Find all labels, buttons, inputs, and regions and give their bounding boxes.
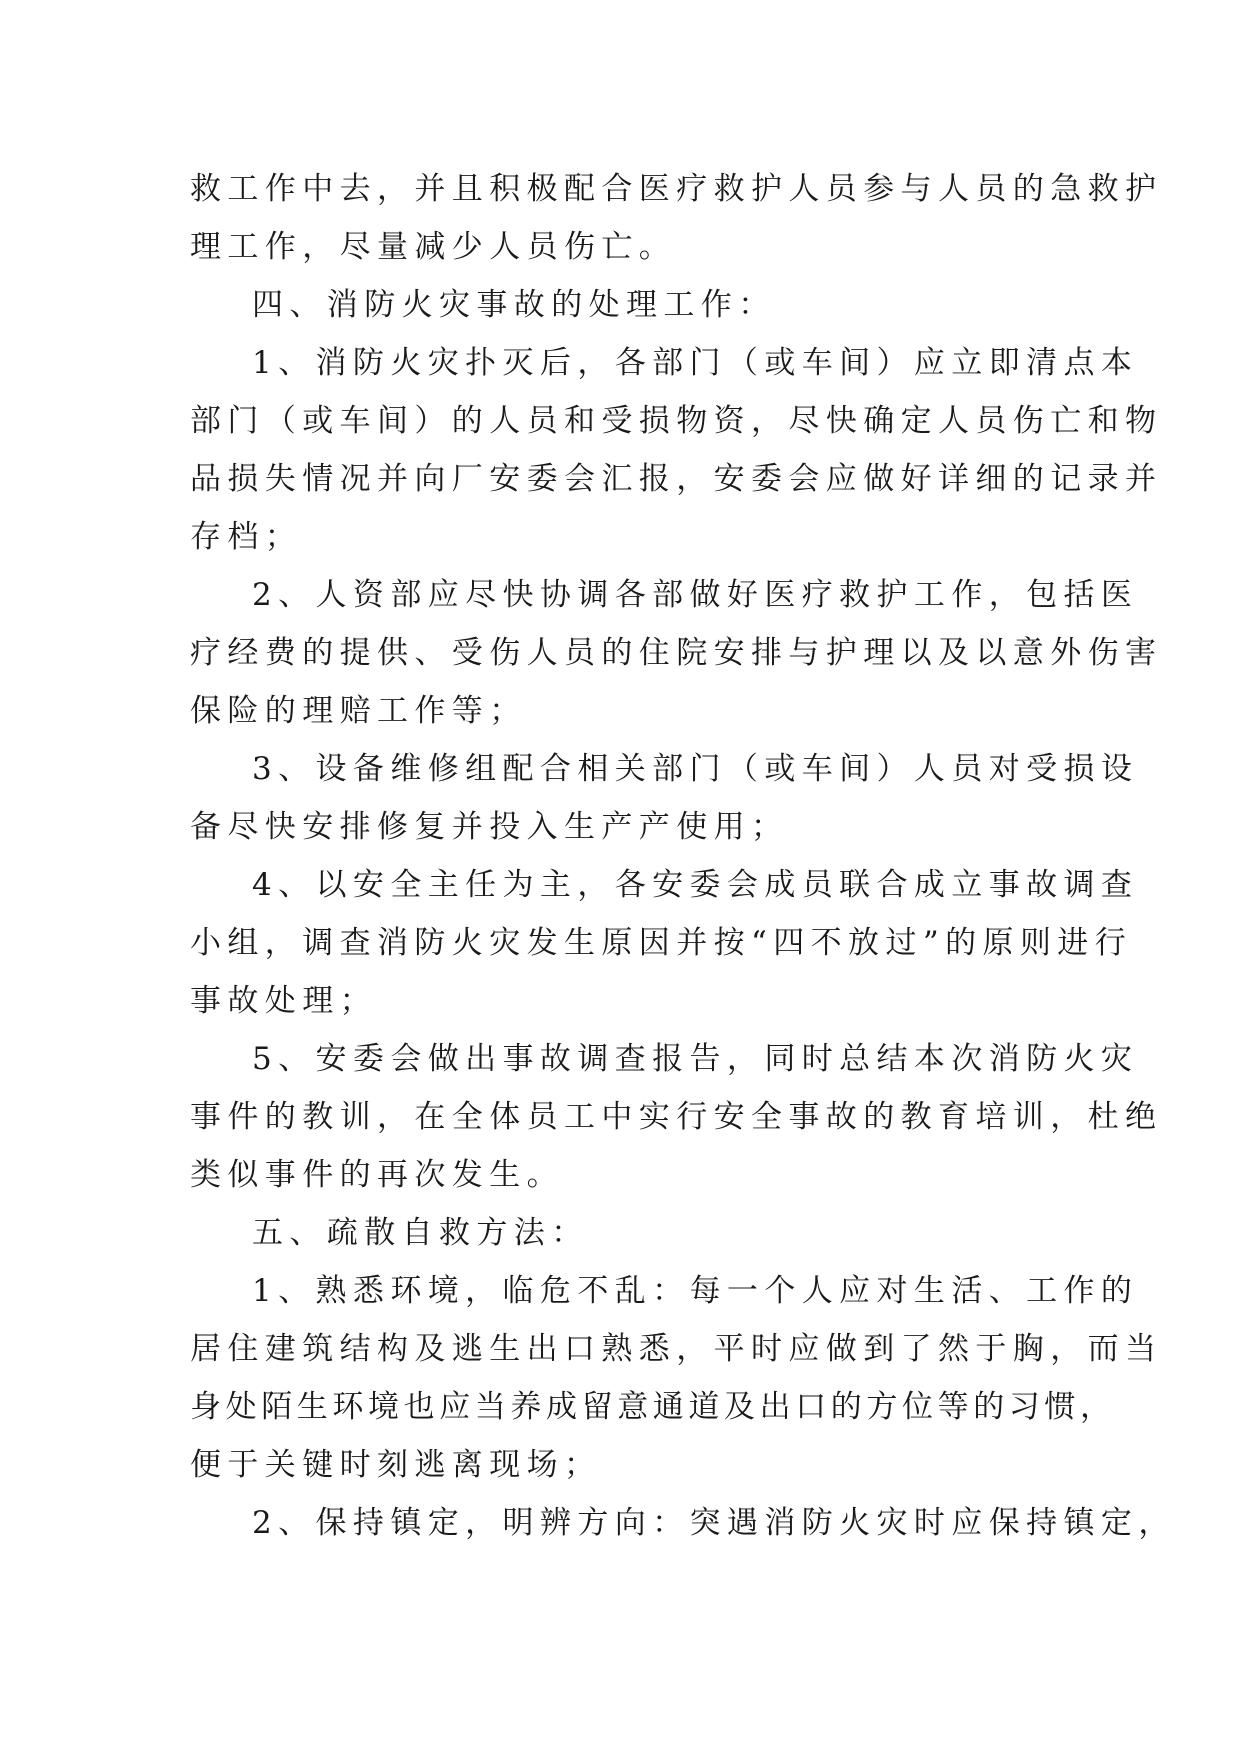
body-line: 类似事件的再次发生。 bbox=[190, 1157, 564, 1193]
section-heading: 五、疏散自救方法： bbox=[252, 1215, 589, 1251]
body-line: 3、设备维修组配合相关部门（或车间）人员对受损设 bbox=[252, 751, 1139, 787]
body-line: 2、人资部应尽快协调各部做好医疗救护工作，包括医 bbox=[252, 577, 1139, 613]
body-line: 1、消防火灾扑灭后，各部门（或车间）应立即清点本 bbox=[252, 345, 1139, 381]
body-line: 2、保持镇定，明辨方向：突遇消防火灾时应保持镇定， bbox=[252, 1505, 1176, 1541]
body-line: 1、熟悉环境，临危不乱：每一个人应对生活、工作的 bbox=[252, 1273, 1139, 1309]
body-line: 4、以安全主任为主，各安委会成员联合成立事故调查 bbox=[252, 867, 1139, 903]
body-line: 居住建筑结构及逃生出口熟悉，平时应做到了然于胸，而当 bbox=[190, 1331, 1163, 1367]
body-line: 品损失情况并向厂安委会汇报，安委会应做好详细的记录并 bbox=[190, 461, 1163, 497]
body-line: 备尽快安排修复并投入生产产使用； bbox=[190, 809, 789, 845]
body-line: 事件的教训，在全体员工中实行安全事故的教育培训，杜绝 bbox=[190, 1099, 1163, 1135]
body-line: 存档； bbox=[190, 519, 303, 555]
body-line: 5、安委会做出事故调查报告，同时总结本次消防火灾 bbox=[252, 1041, 1139, 1077]
body-line: 理工作，尽量减少人员伤亡。 bbox=[190, 229, 677, 265]
body-line: 部门（或车间）的人员和受损物资，尽快确定人员伤亡和物 bbox=[190, 403, 1163, 439]
body-line: 小组，调查消防火灾发生原因并按“四不放过”的原则进行 bbox=[190, 925, 1133, 961]
body-line: 事故处理； bbox=[190, 983, 377, 1019]
body-line: 救工作中去，并且积极配合医疗救护人员参与人员的急救护 bbox=[190, 171, 1163, 207]
body-line: 便于关键时刻逃离现场； bbox=[190, 1447, 602, 1483]
body-line: 保险的理赔工作等； bbox=[190, 693, 527, 729]
body-line: 身处陌生环境也应当养成留意通道及出口的方位等的习惯， bbox=[190, 1389, 1116, 1425]
section-heading: 四、消防火灾事故的处理工作： bbox=[252, 287, 776, 323]
document-body bbox=[190, 160, 1176, 1552]
body-line: 疗经费的提供、受伤人员的住院安排与护理以及以意外伤害 bbox=[190, 635, 1163, 671]
